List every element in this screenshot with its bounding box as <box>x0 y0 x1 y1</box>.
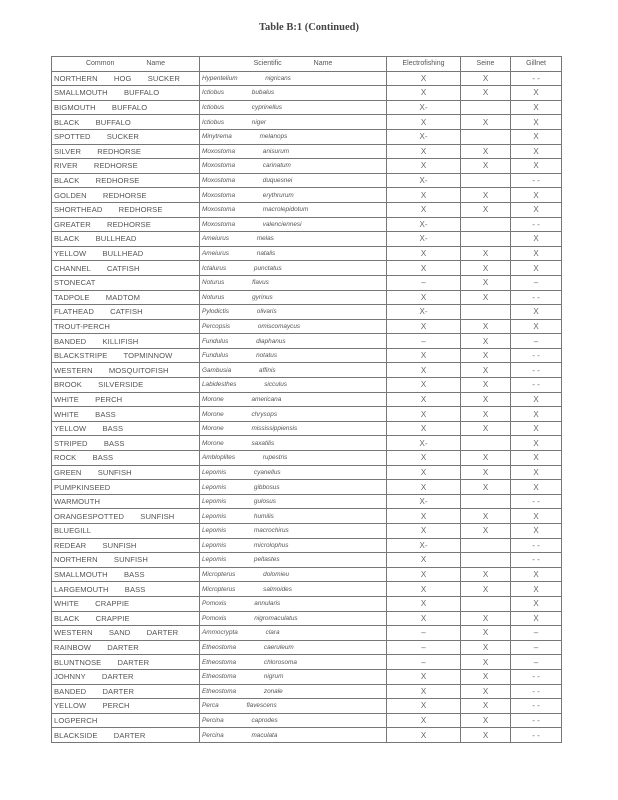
scientific-name-cell: Micropterus dolomieu <box>200 567 387 582</box>
seine-cell: X <box>461 348 511 363</box>
table-row <box>52 363 562 378</box>
gillnet-cell: X <box>511 202 562 217</box>
header-row <box>52 57 562 72</box>
header-common-label: Common <box>85 60 115 68</box>
gillnet-cell: X <box>511 144 562 159</box>
header-common-name <box>52 57 200 72</box>
electrofishing-cell: X <box>387 567 461 582</box>
common-name-cell: SHORTHEAD REDHORSE <box>52 202 200 217</box>
electrofishing-cell: X- <box>387 173 461 188</box>
electrofishing-cell: X <box>387 159 461 174</box>
gillnet-cell: X <box>511 407 562 422</box>
common-name-cell: CHANNEL CATFISH <box>52 261 200 276</box>
table-row <box>52 246 562 261</box>
common-name-cell: NORTHERN HOG SUCKER <box>52 71 200 86</box>
gillnet-cell: - - <box>511 363 562 378</box>
gillnet-cell: X <box>511 480 562 495</box>
electrofishing-cell: X <box>387 407 461 422</box>
scientific-name-cell: Fundulus notatus <box>200 348 387 363</box>
scientific-name-cell: Ammocrypta clara <box>200 626 387 641</box>
gillnet-cell: X <box>511 596 562 611</box>
species-table <box>51 56 562 743</box>
seine-cell: X <box>461 246 511 261</box>
gillnet-cell: X <box>511 188 562 203</box>
gillnet-cell: - - <box>511 553 562 568</box>
common-name-cell: YELLOW BULLHEAD <box>52 246 200 261</box>
electrofishing-cell: X <box>387 465 461 480</box>
seine-cell: X <box>461 669 511 684</box>
gillnet-cell: X <box>511 451 562 466</box>
scientific-name-cell: Moxostoma duquesnei <box>200 173 387 188</box>
seine-cell: X <box>461 378 511 393</box>
scientific-name-cell: Etheostoma nigrum <box>200 669 387 684</box>
gillnet-cell: X <box>511 305 562 320</box>
gillnet-cell: - - <box>511 71 562 86</box>
gillnet-cell: - - <box>511 699 562 714</box>
electrofishing-cell: – <box>387 626 461 641</box>
common-name-cell: GREEN SUNFISH <box>52 465 200 480</box>
common-name-cell: BLACK BULLHEAD <box>52 232 200 247</box>
table-row <box>52 334 562 349</box>
table-row <box>52 232 562 247</box>
seine-cell: X <box>461 86 511 101</box>
common-name-cell: STRIPED BASS <box>52 436 200 451</box>
scientific-name-cell: Moxostoma erythrurum <box>200 188 387 203</box>
gillnet-cell: X <box>511 582 562 597</box>
common-name-cell: BLACKSIDE DARTER <box>52 728 200 743</box>
seine-cell: X <box>461 509 511 524</box>
table-row <box>52 144 562 159</box>
gillnet-cell: X <box>511 115 562 130</box>
scientific-name-cell: Ameiurus natalis <box>200 246 387 261</box>
gillnet-cell: – <box>511 626 562 641</box>
scientific-name-cell: Lepomis gibbosus <box>200 480 387 495</box>
electrofishing-cell: X <box>387 71 461 86</box>
seine-cell: X <box>461 582 511 597</box>
common-name-cell: WARMOUTH <box>52 494 200 509</box>
seine-cell: X <box>461 202 511 217</box>
seine-cell: X <box>461 188 511 203</box>
gillnet-cell: X <box>511 246 562 261</box>
table-row <box>52 202 562 217</box>
scientific-name-cell: Ictiobus cyprinellus <box>200 100 387 115</box>
seine-cell <box>461 100 511 115</box>
table-row <box>52 699 562 714</box>
electrofishing-cell: X <box>387 728 461 743</box>
gillnet-cell: – <box>511 655 562 670</box>
scientific-name-cell: Pomoxis nigromaculatus <box>200 611 387 626</box>
scientific-name-cell: Pylodictis olivaris <box>200 305 387 320</box>
seine-cell: X <box>461 465 511 480</box>
seine-cell: X <box>461 334 511 349</box>
gillnet-cell: - - <box>511 348 562 363</box>
table-row <box>52 100 562 115</box>
gillnet-cell: X <box>511 129 562 144</box>
scientific-name-cell: Lepomis microlophus <box>200 538 387 553</box>
electrofishing-cell: X- <box>387 129 461 144</box>
seine-cell: X <box>461 480 511 495</box>
table-row <box>52 596 562 611</box>
electrofishing-cell: X- <box>387 436 461 451</box>
header-scientific-name <box>200 57 387 72</box>
seine-cell <box>461 596 511 611</box>
seine-cell: X <box>461 319 511 334</box>
electrofishing-cell: X <box>387 144 461 159</box>
seine-cell <box>461 129 511 144</box>
scientific-name-cell: Labidesthes sicculus <box>200 378 387 393</box>
electrofishing-cell: X <box>387 348 461 363</box>
scientific-name-cell: Micropterus salmoides <box>200 582 387 597</box>
seine-cell: X <box>461 728 511 743</box>
gillnet-cell: X <box>511 524 562 539</box>
seine-cell: X <box>461 144 511 159</box>
scientific-name-cell: Moxostoma macrolepidotum <box>200 202 387 217</box>
scientific-name-cell: Noturus gyrinus <box>200 290 387 305</box>
common-name-cell: BROOK SILVERSIDE <box>52 378 200 393</box>
seine-cell <box>461 538 511 553</box>
electrofishing-cell: X <box>387 421 461 436</box>
scientific-name-cell: Etheostoma caeruleum <box>200 640 387 655</box>
common-name-cell: YELLOW PERCH <box>52 699 200 714</box>
gillnet-cell: – <box>511 275 562 290</box>
common-name-cell: BANDED DARTER <box>52 684 200 699</box>
scientific-name-cell: Lepomis cyanellus <box>200 465 387 480</box>
scientific-name-cell: Pomoxis annularis <box>200 596 387 611</box>
seine-cell <box>461 217 511 232</box>
table-row <box>52 129 562 144</box>
gillnet-cell: X <box>511 436 562 451</box>
gillnet-cell: - - <box>511 217 562 232</box>
table-row <box>52 71 562 86</box>
table-row <box>52 684 562 699</box>
table-row <box>52 567 562 582</box>
electrofishing-cell: X- <box>387 100 461 115</box>
scientific-name-cell: Etheostoma zonale <box>200 684 387 699</box>
electrofishing-cell: X <box>387 524 461 539</box>
common-name-cell: LOGPERCH <box>52 713 200 728</box>
seine-cell: X <box>461 71 511 86</box>
scientific-name-cell: Lepomis macrochirus <box>200 524 387 539</box>
table-row <box>52 626 562 641</box>
gillnet-cell: - - <box>511 173 562 188</box>
common-name-cell: WHITE PERCH <box>52 392 200 407</box>
seine-cell: X <box>461 684 511 699</box>
seine-cell <box>461 436 511 451</box>
seine-cell: X <box>461 451 511 466</box>
scientific-name-cell: Ictiobus niger <box>200 115 387 130</box>
gillnet-cell: X <box>511 392 562 407</box>
gillnet-cell: X <box>511 421 562 436</box>
table-row <box>52 305 562 320</box>
electrofishing-cell: – <box>387 275 461 290</box>
common-name-cell: STONECAT <box>52 275 200 290</box>
seine-cell: X <box>461 115 511 130</box>
scientific-name-cell: Moxostoma carinatum <box>200 159 387 174</box>
table-row <box>52 275 562 290</box>
seine-cell: X <box>461 567 511 582</box>
scientific-name-cell: Morone mississippiensis <box>200 421 387 436</box>
electrofishing-cell: X <box>387 392 461 407</box>
scientific-name-cell: Ictalurus punctatus <box>200 261 387 276</box>
gillnet-cell: - - <box>511 494 562 509</box>
header-electrofishing: Electrofishing <box>387 57 461 72</box>
scientific-name-cell: Etheostoma chlorosoma <box>200 655 387 670</box>
seine-cell: X <box>461 699 511 714</box>
seine-cell: X <box>461 290 511 305</box>
table-title: Table B:1 (Continued) <box>259 22 359 33</box>
common-name-cell: RAINBOW DARTER <box>52 640 200 655</box>
common-name-cell: BANDED KILLIFISH <box>52 334 200 349</box>
table-row <box>52 465 562 480</box>
gillnet-cell: – <box>511 640 562 655</box>
seine-cell <box>461 494 511 509</box>
scientific-name-cell: Fundulus diaphanus <box>200 334 387 349</box>
gillnet-cell: X <box>511 611 562 626</box>
seine-cell: X <box>461 275 511 290</box>
scientific-name-cell: Moxostoma anisurum <box>200 144 387 159</box>
scientific-name-cell: Lepomis peltastes <box>200 553 387 568</box>
gillnet-cell: - - <box>511 713 562 728</box>
common-name-cell: ROCK BASS <box>52 451 200 466</box>
gillnet-cell: - - <box>511 669 562 684</box>
seine-cell: X <box>461 611 511 626</box>
common-name-cell: BIGMOUTH BUFFALO <box>52 100 200 115</box>
common-name-cell: WHITE CRAPPIE <box>52 596 200 611</box>
table-row <box>52 378 562 393</box>
common-name-cell: FLATHEAD CATFISH <box>52 305 200 320</box>
electrofishing-cell: X <box>387 290 461 305</box>
table-row <box>52 319 562 334</box>
scientific-name-cell: Ameiurus melas <box>200 232 387 247</box>
scientific-name-cell: Lepomis humilis <box>200 509 387 524</box>
seine-cell: X <box>461 421 511 436</box>
table-row <box>52 582 562 597</box>
table-row <box>52 261 562 276</box>
gillnet-cell: - - <box>511 290 562 305</box>
table-row <box>52 669 562 684</box>
table-row <box>52 159 562 174</box>
table-row <box>52 538 562 553</box>
seine-cell: X <box>461 392 511 407</box>
table-row <box>52 451 562 466</box>
electrofishing-cell: X- <box>387 232 461 247</box>
gillnet-cell: X <box>511 232 562 247</box>
scientific-name-cell: Moxostoma valenciennesi <box>200 217 387 232</box>
table-row <box>52 115 562 130</box>
table-row <box>52 217 562 232</box>
electrofishing-cell: X <box>387 596 461 611</box>
electrofishing-cell: X <box>387 451 461 466</box>
gillnet-cell: - - <box>511 728 562 743</box>
electrofishing-cell: X- <box>387 217 461 232</box>
scientific-name-cell: Ambloplites rupestris <box>200 451 387 466</box>
gillnet-cell: - - <box>511 378 562 393</box>
scientific-name-cell: Hypentelium nigricans <box>200 71 387 86</box>
common-name-cell: BLUNTNOSE DARTER <box>52 655 200 670</box>
electrofishing-cell: X <box>387 684 461 699</box>
electrofishing-cell: X <box>387 188 461 203</box>
electrofishing-cell: X <box>387 319 461 334</box>
header-scientific-label: Scientific <box>253 60 282 68</box>
table-row <box>52 509 562 524</box>
common-name-cell: PUMPKINSEED <box>52 480 200 495</box>
common-name-cell: TROUT-PERCH <box>52 319 200 334</box>
electrofishing-cell: X <box>387 261 461 276</box>
seine-cell: X <box>461 524 511 539</box>
header-sci-name-label: Name <box>313 60 333 68</box>
seine-cell <box>461 232 511 247</box>
scientific-name-cell: Perca flavescens <box>200 699 387 714</box>
table-row <box>52 611 562 626</box>
scientific-name-cell: Morone saxatilis <box>200 436 387 451</box>
common-name-cell: SILVER REDHORSE <box>52 144 200 159</box>
seine-cell: X <box>461 640 511 655</box>
electrofishing-cell: X <box>387 582 461 597</box>
table-row <box>52 640 562 655</box>
gillnet-cell: - - <box>511 538 562 553</box>
electrofishing-cell: – <box>387 334 461 349</box>
electrofishing-cell: X <box>387 378 461 393</box>
gillnet-cell: X <box>511 465 562 480</box>
scientific-name-cell: Morone chrysops <box>200 407 387 422</box>
seine-cell: X <box>461 363 511 378</box>
common-name-cell: BLACKSTRIPE TOPMINNOW <box>52 348 200 363</box>
scientific-name-cell: Ictiobus bubalus <box>200 86 387 101</box>
electrofishing-cell: X <box>387 713 461 728</box>
electrofishing-cell: X <box>387 115 461 130</box>
table-row <box>52 436 562 451</box>
table-row <box>52 173 562 188</box>
common-name-cell: BLACK CRAPPIE <box>52 611 200 626</box>
table-row <box>52 655 562 670</box>
electrofishing-cell: X <box>387 699 461 714</box>
electrofishing-cell: X <box>387 202 461 217</box>
table-row <box>52 407 562 422</box>
header-name-label: Name <box>146 60 166 68</box>
table-row <box>52 188 562 203</box>
common-name-cell: WESTERN SAND DARTER <box>52 626 200 641</box>
gillnet-cell: X <box>511 86 562 101</box>
common-name-cell: SPOTTED SUCKER <box>52 129 200 144</box>
seine-cell: X <box>461 655 511 670</box>
seine-cell <box>461 305 511 320</box>
common-name-cell: WHITE BASS <box>52 407 200 422</box>
common-name-cell: LARGEMOUTH BASS <box>52 582 200 597</box>
table-row <box>52 290 562 305</box>
common-name-cell: YELLOW BASS <box>52 421 200 436</box>
common-name-cell: NORTHERN SUNFISH <box>52 553 200 568</box>
electrofishing-cell: X- <box>387 494 461 509</box>
common-name-cell: GREATER REDHORSE <box>52 217 200 232</box>
electrofishing-cell: X <box>387 669 461 684</box>
table-row <box>52 728 562 743</box>
common-name-cell: ORANGESPOTTED SUNFISH <box>52 509 200 524</box>
table-row <box>52 392 562 407</box>
scientific-name-cell: Lepomis gulosus <box>200 494 387 509</box>
electrofishing-cell: – <box>387 640 461 655</box>
table-row <box>52 494 562 509</box>
common-name-cell: GOLDEN REDHORSE <box>52 188 200 203</box>
common-name-cell: WESTERN MOSQUITOFISH <box>52 363 200 378</box>
seine-cell: X <box>461 713 511 728</box>
gillnet-cell: X <box>511 159 562 174</box>
scientific-name-cell: Percopsis omiscomaycus <box>200 319 387 334</box>
seine-cell: X <box>461 407 511 422</box>
common-name-cell: BLUEGILL <box>52 524 200 539</box>
scientific-name-cell: Percina caprodes <box>200 713 387 728</box>
seine-cell: X <box>461 261 511 276</box>
gillnet-cell: X <box>511 100 562 115</box>
header-gillnet: Gillnet <box>511 57 562 72</box>
electrofishing-cell: X <box>387 363 461 378</box>
table-row <box>52 713 562 728</box>
electrofishing-cell: X <box>387 86 461 101</box>
gillnet-cell: - - <box>511 684 562 699</box>
common-name-cell: SMALLMOUTH BUFFALO <box>52 86 200 101</box>
gillnet-cell: X <box>511 567 562 582</box>
electrofishing-cell: X <box>387 611 461 626</box>
common-name-cell: SMALLMOUTH BASS <box>52 567 200 582</box>
electrofishing-cell: – <box>387 655 461 670</box>
gillnet-cell: X <box>511 261 562 276</box>
gillnet-cell: – <box>511 334 562 349</box>
scientific-name-cell: Gambusia affinis <box>200 363 387 378</box>
electrofishing-cell: X <box>387 509 461 524</box>
gillnet-cell: X <box>511 509 562 524</box>
common-name-cell: BLACK BUFFALO <box>52 115 200 130</box>
seine-cell: X <box>461 159 511 174</box>
table-row <box>52 86 562 101</box>
table-row <box>52 480 562 495</box>
electrofishing-cell: X- <box>387 538 461 553</box>
seine-cell: X <box>461 626 511 641</box>
seine-cell <box>461 553 511 568</box>
electrofishing-cell: X- <box>387 305 461 320</box>
table-row <box>52 421 562 436</box>
common-name-cell: JOHNNY DARTER <box>52 669 200 684</box>
electrofishing-cell: X <box>387 553 461 568</box>
table-row <box>52 553 562 568</box>
header-seine: Seine <box>461 57 511 72</box>
scientific-name-cell: Morone americana <box>200 392 387 407</box>
common-name-cell: REDEAR SUNFISH <box>52 538 200 553</box>
scientific-name-cell: Minytrema melanops <box>200 129 387 144</box>
common-name-cell: BLACK REDHORSE <box>52 173 200 188</box>
electrofishing-cell: X <box>387 246 461 261</box>
electrofishing-cell: X <box>387 480 461 495</box>
common-name-cell: TADPOLE MADTOM <box>52 290 200 305</box>
scientific-name-cell: Noturus flavus <box>200 275 387 290</box>
table-row <box>52 524 562 539</box>
gillnet-cell: X <box>511 319 562 334</box>
common-name-cell: RIVER REDHORSE <box>52 159 200 174</box>
seine-cell <box>461 173 511 188</box>
table-row <box>52 348 562 363</box>
scientific-name-cell: Percina maculata <box>200 728 387 743</box>
